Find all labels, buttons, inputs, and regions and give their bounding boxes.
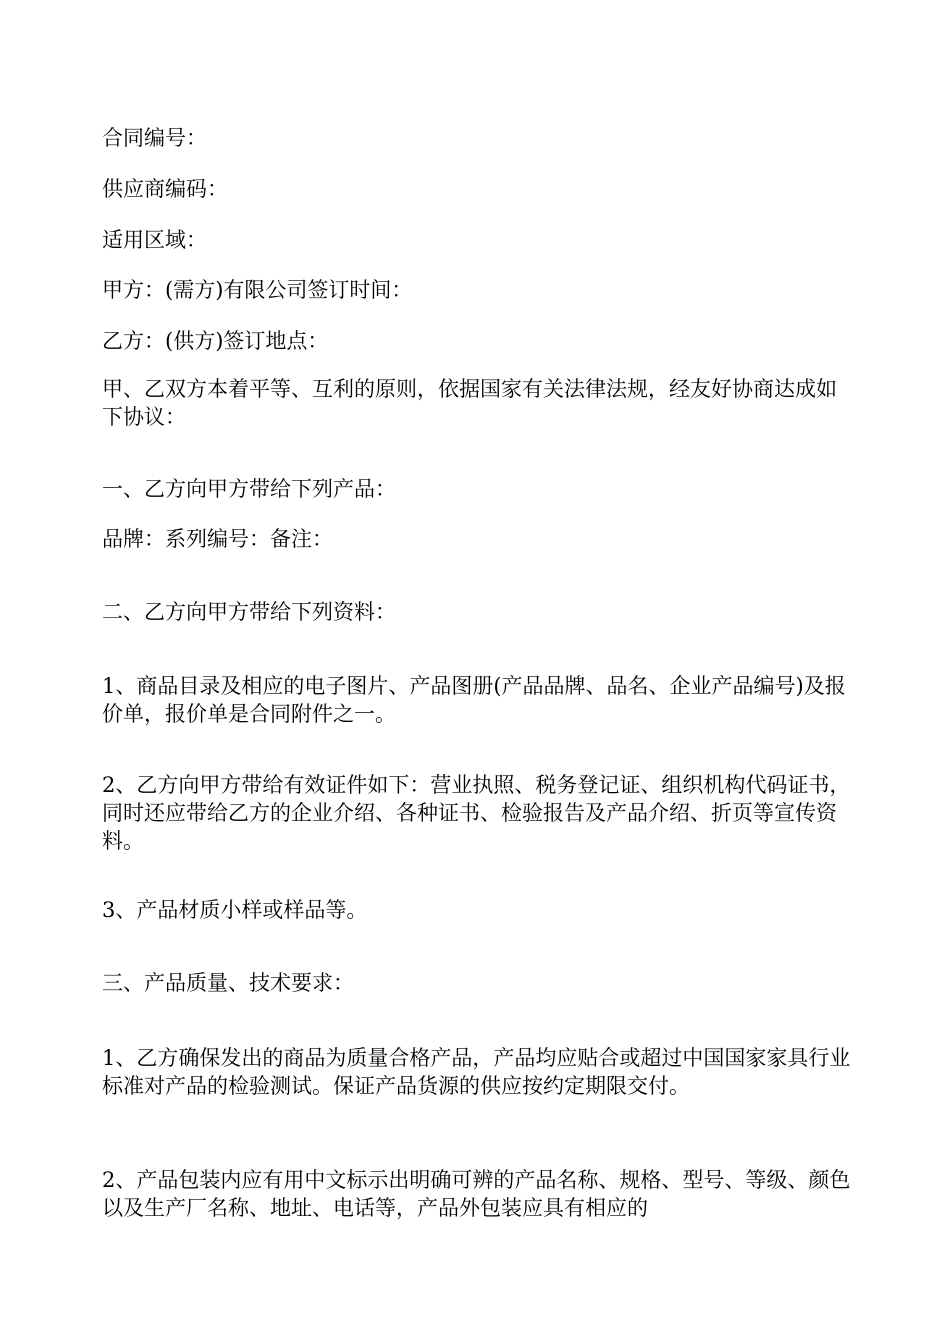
section-2-item-3: 3、产品材质小样或样品等。 [102,898,368,922]
section-2-item-2: 2、乙方向甲方带给有效证件如下：营业执照、税务登记证、组织机构代码证书，同时还应带给乙方的企业介绍、各种证书、检验报告及产品介绍、折页等宣传资料。 [102,773,851,853]
region-label: 适用区域： [102,228,207,252]
section-3-heading: 三、产品质量、技术要求： [102,971,354,995]
party-a-line: 甲方：(需方)有限公司签订时间： [102,278,413,302]
section-3-item-1: 1、乙方确保发出的商品为质量合格产品，产品均应贴合或超过中国国家家具行业标准对产品的检验测试。保证产品货源的供应按约定期限交付。 [102,1046,851,1098]
section-2-heading: 二、乙方向甲方带给下列资料： [102,600,396,624]
section-3-item-2: 2、产品包装内应有用中文标示出明确可辨的产品名称、规格、型号、等级、颜色以及生产厂名称、地址、电话等，产品外包装应具有相应的 [102,1168,851,1220]
supplier-code-label: 供应商编码： [102,177,228,201]
section-2-item-1: 1、商品目录及相应的电子图片、产品图册(产品品牌、品名、企业产品编号)及报价单，报价单是合同附件之一。 [102,674,846,726]
section-1-fields: 品牌：系列编号：备注： [102,527,333,551]
section-1-heading: 一、乙方向甲方带给下列产品： [102,477,396,501]
party-b-line: 乙方：(供方)签订地点： [102,329,329,353]
intro-paragraph: 甲、乙双方本着平等、互利的原则，依据国家有关法律法规，经友好协商达成如下协议： [102,377,837,429]
contract-number-label: 合同编号： [102,126,207,150]
